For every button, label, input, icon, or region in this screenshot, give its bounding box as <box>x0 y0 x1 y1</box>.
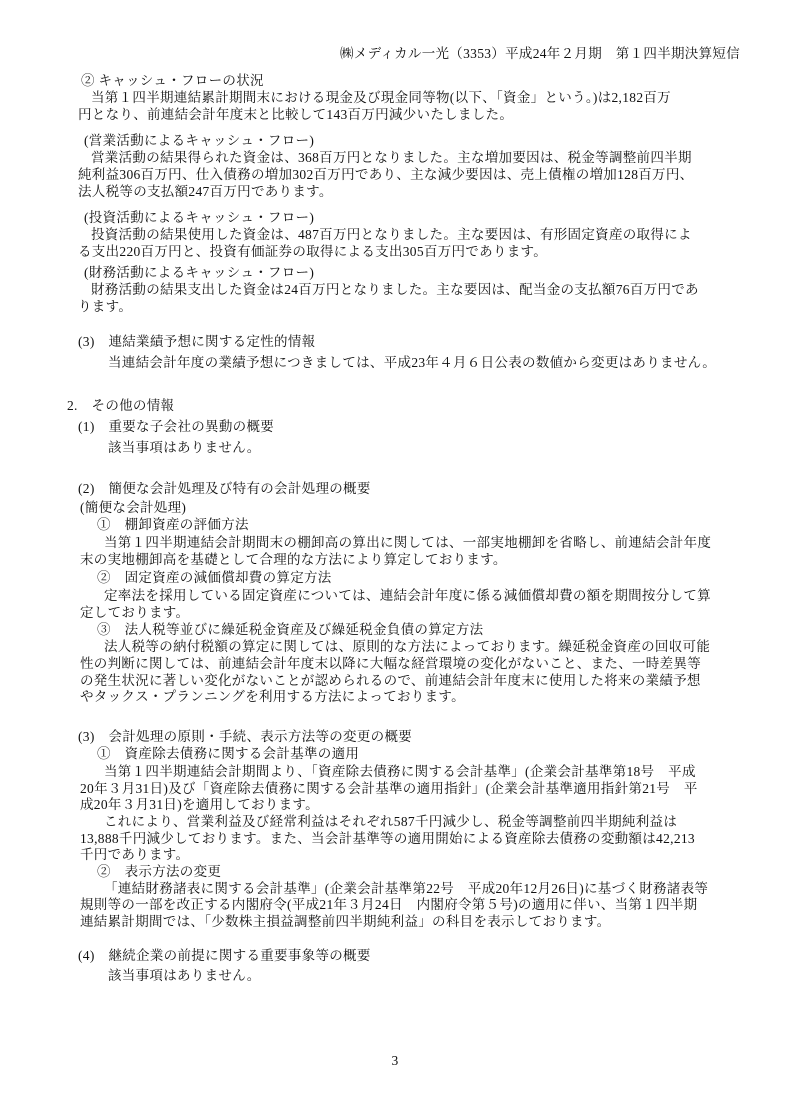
text-line: 連結累計期間では、「少数株主損益調整前四半期純利益」の科目を表示しております。 <box>80 914 611 929</box>
text-line: 法人税等の支払額247百万円であります。 <box>78 184 333 199</box>
page-number: 3 <box>391 1053 399 1068</box>
text-line: (財務活動によるキャッシュ・フロー) <box>84 265 315 280</box>
text-line: 純利益306百万円、仕入債務の増加302百万円であり、主な減少要因は、売上債権の増加128百万円、 <box>78 167 694 182</box>
text-line: 当第１四半期連結会計期間より、「資産除去債務に関する会計基準」(企業会計基準第18号 平成 <box>104 764 696 779</box>
text-line: 当第１四半期連結会計期間末の棚卸高の算出に関しては、一部実地棚卸を省略し、前連結会計年度 <box>104 535 712 550</box>
text-line: 末の実地棚卸高を基礎として合理的な方法により算定しております。 <box>80 552 507 567</box>
text-line: (3) 連結業績予想に関する定性的情報 <box>78 334 316 349</box>
text-line: ① 棚卸資産の評価方法 <box>97 517 249 532</box>
text-line: (4) 継続企業の前提に関する重要事象等の概要 <box>78 948 371 963</box>
text-line: 該当事項はありません。 <box>108 440 261 455</box>
text-line: ります。 <box>78 299 133 314</box>
text-line: (投資活動によるキャッシュ・フロー) <box>84 210 315 225</box>
text-line: 投資活動の結果使用した資金は、487百万円となりました。主な要因は、有形固定資産の取得によ <box>91 227 692 242</box>
text-line: ③ 法人税等並びに繰延税金資産及び繰延税金負債の算定方法 <box>97 622 484 637</box>
text-line: (3) 会計処理の原則・手続、表示方法等の変更の概要 <box>78 729 413 744</box>
text-line: 該当事項はありません。 <box>108 968 261 983</box>
text-line: (簡便な会計処理) <box>80 500 187 515</box>
text-line: (2) 簡便な会計処理及び特有の会計処理の概要 <box>78 481 371 496</box>
text-line: 「連結財務諸表に関する会計基準」(企業会計基準第22号 平成20年12月26日)に基づく財務諸表等 <box>104 881 709 896</box>
text-line: ① 資産除去債務に関する会計基準の適用 <box>97 746 360 761</box>
text-line: 当連結会計年度の業績予想につきましては、平成23年４月６日公表の数値から変更はありません。 <box>108 355 717 370</box>
text-line: 財務活動の結果支出した資金は24百万円となりました。主な要因は、配当金の支払額76百万円であ <box>91 282 699 297</box>
text-line: ② キャッシュ・フローの状況 <box>81 73 264 88</box>
text-line: ② 表示方法の変更 <box>97 864 222 879</box>
text-line: 13,888千円減少しております。また、当会計基準等の適用開始による資産除去債務の変動額は42,213 <box>80 831 695 846</box>
text-line: 2. その他の情報 <box>67 398 175 413</box>
text-line: これにより、営業利益及び経常利益はそれぞれ587千円減少し、税金等調整前四半期純利益は <box>104 814 678 829</box>
text-line: 性の判断に関しては、前連結会計年度末以降に大幅な経営環境の変化がないこと、また、一時差異等 <box>80 656 701 671</box>
text-line: 法人税等の納付税額の算定に関しては、原則的な方法によっております。繰延税金資産の回収可能 <box>104 639 711 654</box>
text-line: る支出220百万円と、投資有価証券の取得による支出305百万円であります。 <box>78 244 548 259</box>
document-header: ㈱メディカル一光（3353）平成24年２月期 第１四半期決算短信 <box>339 46 740 61</box>
text-line: 当第１四半期連結累計期間末における現金及び現金同等物(以下、「資金」という。)は2,182百万 <box>91 90 671 105</box>
text-line: 規則等の一部を改正する内閣府令(平成21年３月24日 内閣府令第５号)の適用に伴い、当第１四半期 <box>80 897 698 912</box>
text-line: 千円であります。 <box>80 847 190 862</box>
text-line: の発生状況に著しい変化がないことが認められるので、前連結会計年度末に使用した将来の業績予想 <box>80 673 701 688</box>
text-line: 円となり、前連結会計年度末と比較して143百万円減少いたしました。 <box>78 107 514 122</box>
text-line: ② 固定資産の減価償却費の算定方法 <box>97 570 332 585</box>
text-line: 20年３月31日)及び「資産除去債務に関する会計基準の適用指針」(企業会計基準適用指針第21号 平 <box>80 781 698 796</box>
text-line: 成20年３月31日)を適用しております。 <box>80 797 319 812</box>
text-line: 定率法を採用している固定資産については、連結会計年度に係る減価償却費の額を期間按分して算 <box>104 588 711 603</box>
text-line: (営業活動によるキャッシュ・フロー) <box>84 133 315 148</box>
text-line: 定しております。 <box>80 605 190 620</box>
text-line: 営業活動の結果得られた資金は、368百万円となりました。主な増加要因は、税金等調整前四半期 <box>91 150 692 165</box>
text-line: (1) 重要な子会社の異動の概要 <box>78 419 275 434</box>
text-line: やタックス・プランニングを利用する方法によっております。 <box>80 689 465 704</box>
